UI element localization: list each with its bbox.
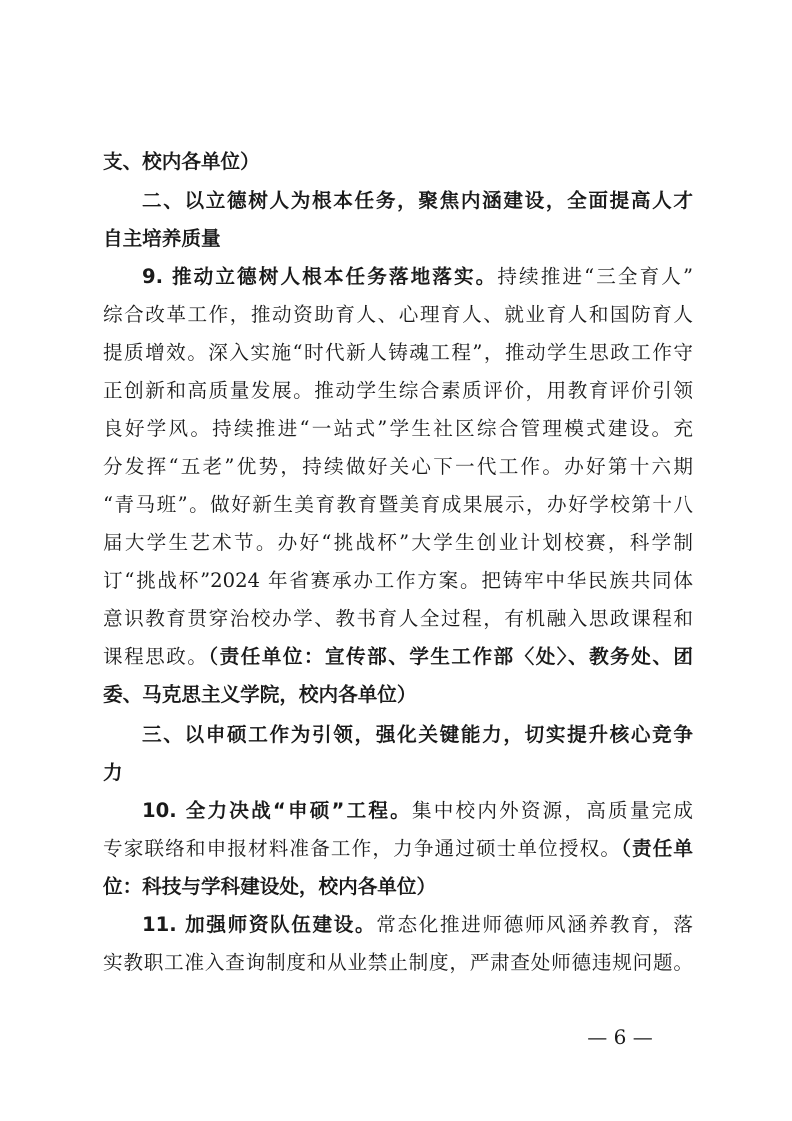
item-9-line-10 [103,600,693,638]
item-10-line-3 [103,868,693,906]
item-9-line-6 [103,448,693,486]
body-line-1 [103,143,693,181]
item-9-responsibility-cont: 委、马克思主义学院，校内各单位） [103,683,417,706]
item-9-line-9 [103,562,693,600]
heading-3-text: 三、以申硕工作为引领，强化关键能力，切实提升核心竞争 [142,723,693,746]
item-9-title: 9. 推动立德树人根本任务落地落实。 [142,265,498,288]
page-number: — 6 — [587,1025,653,1049]
item-9-line-12 [103,676,693,714]
item-9-text-8: 届大学生艺术节。办好“挑战杯”大学生创业计划校赛，科学制 [103,531,693,554]
heading-2-text: 二、以立德树人为根本任务，聚焦内涵建设，全面提高人才 [142,189,693,212]
item-9-text-3: 提质增效。深入实施“时代新人铸魂工程”，推动学生思政工作守 [103,341,693,364]
item-10-responsibility-cont: 位：科技与学科建设处，校内各单位） [103,875,437,898]
item-9-line-11 [103,638,693,676]
item-10-title: 10. 全力决战“申硕”工程。 [142,799,412,822]
item-9-text-6: 分发挥“五老”优势，持续做好关心下一代工作。办好第十六期 [103,455,693,478]
item-10-text-1: 集中校内外资源，高质量完成 [411,799,693,822]
item-9-line-8 [103,524,693,562]
section-heading-2-cont [103,220,693,258]
section-heading-3 [142,716,693,754]
item-10-text-2: 专家联络和申报材料准备工作，力争通过硕士单位授权。 [103,837,622,860]
item-9-text-5: 良好学风。持续推进“一站式”学生社区综合管理模式建设。充 [103,417,693,440]
item-11-text-1: 常态化推进师德师风涵养教育，落 [376,913,694,936]
item-9-line-5 [103,410,693,448]
item-9-line-2 [103,296,693,334]
item-11-text-2: 实教职工准入查询制度和从业禁止制度，严肃查处师德违规问题。 [103,951,693,974]
item-10-responsibility: （责任单 [621,837,694,860]
item-11-line-2 [103,944,693,982]
item-11-line-1 [142,906,693,944]
heading-2-cont-text: 自主培养质量 [103,227,221,250]
item-9-responsibility: （责任单位：宣传部、学生工作部〈处〉、教务处、团 [208,645,693,668]
item-9-text-10: 意识教育贯穿治校办学、教书育人全过程，有机融入思政课程和 [103,607,693,630]
section-heading-3-cont [103,754,693,792]
item-9-text-7: “青马班”。做好新生美育教育暨美育成果展示，办好学校第十八 [103,493,693,516]
item-9-text-1: 持续推进“三全育人” [497,265,693,288]
item-9-line-7 [103,486,693,524]
line-1-text: 支、校内各单位） [103,150,260,173]
item-11-title: 11. 加强师资队伍建设。 [142,913,377,936]
item-10-line-2 [103,830,693,868]
item-9-text-9: 订“挑战杯”2024 年省赛承办工作方案。把铸牢中华民族共同体 [103,569,693,592]
item-9-text-2: 综合改革工作，推动资助育人、心理育人、就业育人和国防育人 [103,303,693,326]
item-9-line-4 [103,372,693,410]
section-heading-2 [142,182,693,220]
item-9-text-4: 正创新和高质量发展。推动学生综合素质评价，用教育评价引领 [103,379,693,402]
item-9-line-3 [103,334,693,372]
item-10-line-1 [142,792,693,830]
item-9-line-1 [142,258,693,296]
item-9-text-11: 课程思政。 [103,645,209,668]
heading-3-cont-text: 力 [103,761,123,784]
